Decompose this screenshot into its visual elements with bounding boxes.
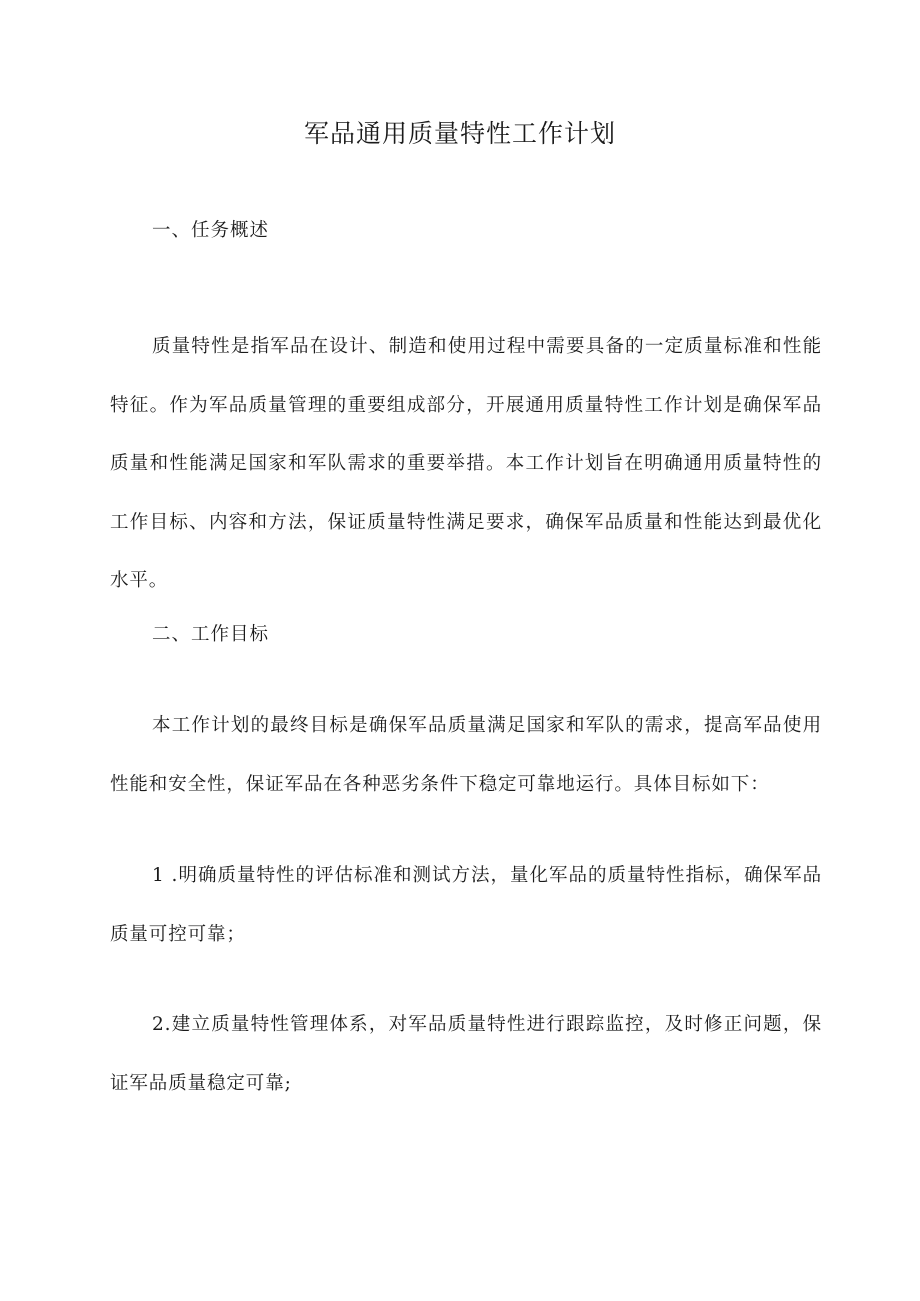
- document-title: 军品通用质量特性工作计划: [303, 119, 616, 148]
- paragraph-goal-2: 2.建立质量特性管理体系，对军品质量特性进行跟踪监控，及时修正问题，保证军品质量稳定可靠;: [110, 1014, 822, 1094]
- section-heading-overview: 一、任务概述: [152, 220, 270, 241]
- paragraph-goal-1: 1 .明确质量特性的评估标准和测试方法，量化军品的质量特性指标，确保军品质量可控可靠；: [110, 865, 822, 945]
- section-heading-goals: 二、工作目标: [152, 624, 270, 645]
- paragraph-goals-intro: 本工作计划的最终目标是确保军品质量满足国家和军队的需求，提高军品使用性能和安全性，保证军品在各种恶劣条件下稳定可靠地运行。具体目标如下：: [110, 715, 822, 795]
- paragraph-overview: 质量特性是指军品在设计、制造和使用过程中需要具备的一定质量标准和性能特征。作为军品质量管理的重要组成部分，开展通用质量特性工作计划是确保军品质量和性能满足国家和军队需求的重要举措。本工作计划旨在明确通用质量特性的工作目标、内容和方法，保证质量特性满足要求，确保军品质量和性能达到最优化水平。: [110, 336, 822, 591]
